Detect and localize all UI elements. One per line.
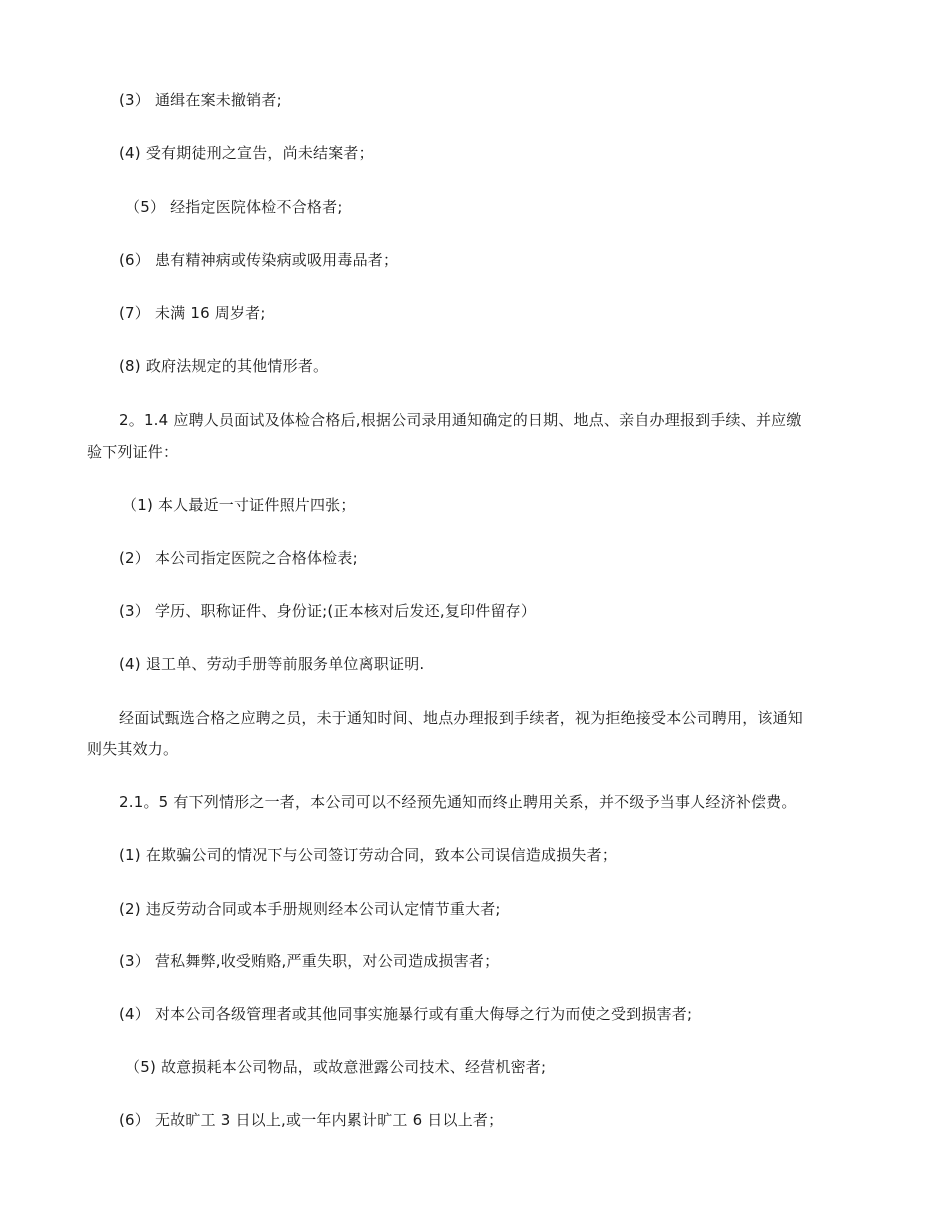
document-line: （1) 本人最近一寸证件照片四张； <box>122 496 356 514</box>
document-line: (7） 未满 16 周岁者; <box>119 304 266 322</box>
document-line: (3） 通缉在案未撤销者; <box>119 91 282 109</box>
document-line: (1) 在欺骗公司的情况下与公司签订劳动合同，致本公司误信造成损失者； <box>119 846 618 864</box>
document-line: 经面试甄选合格之应聘之员，未于通知时间、地点办理报到手续者，视为拒绝接受本公司聘用，该通知 <box>119 709 804 727</box>
document-line: （5） 经指定医院体检不合格者; <box>125 198 343 216</box>
document-line: (2) 违反劳动合同或本手册规则经本公司认定情节重大者; <box>119 900 501 918</box>
document-line: (3） 学历、职称证件、身份证;(正本核对后发还,复印件留存） <box>119 602 537 620</box>
document-line: (4） 对本公司各级管理者或其他同事实施暴行或有重大侮辱之行为而使之受到损害者; <box>119 1005 693 1023</box>
document-line: (6） 无故旷工 3 日以上,或一年内累计旷工 6 日以上者； <box>119 1111 504 1129</box>
document-line: 2。1.4 应聘人员面试及体检合格后,根据公司录用通知确定的日期、地点、亲自办理报到手续、并应缴 <box>119 411 802 429</box>
document-line: (3） 营私舞弊,收受贿赂,严重失职，对公司造成损害者； <box>119 952 500 970</box>
document-line: （5) 故意损耗本公司物品，或故意泄露公司技术、经营机密者; <box>125 1058 547 1076</box>
document-line: (6） 患有精神病或传染病或吸用毒品者； <box>119 251 399 269</box>
document-line: 验下列证件： <box>87 443 179 461</box>
document-line: (2） 本公司指定医院之合格体检表; <box>119 549 358 567</box>
document-line: (4) 受有期徒刑之宣告，尚未结案者； <box>119 144 374 162</box>
document-line: (4) 退工单、劳动手册等前服务单位离职证明. <box>119 655 425 673</box>
document-line: 2.1。5 有下列情形之一者，本公司可以不经预先通知而终止聘用关系，并不级予当事人经济补偿费。 <box>119 793 797 811</box>
document-line: (8) 政府法规定的其他情形者。 <box>119 357 329 375</box>
document-line: 则失其效力。 <box>87 740 179 758</box>
